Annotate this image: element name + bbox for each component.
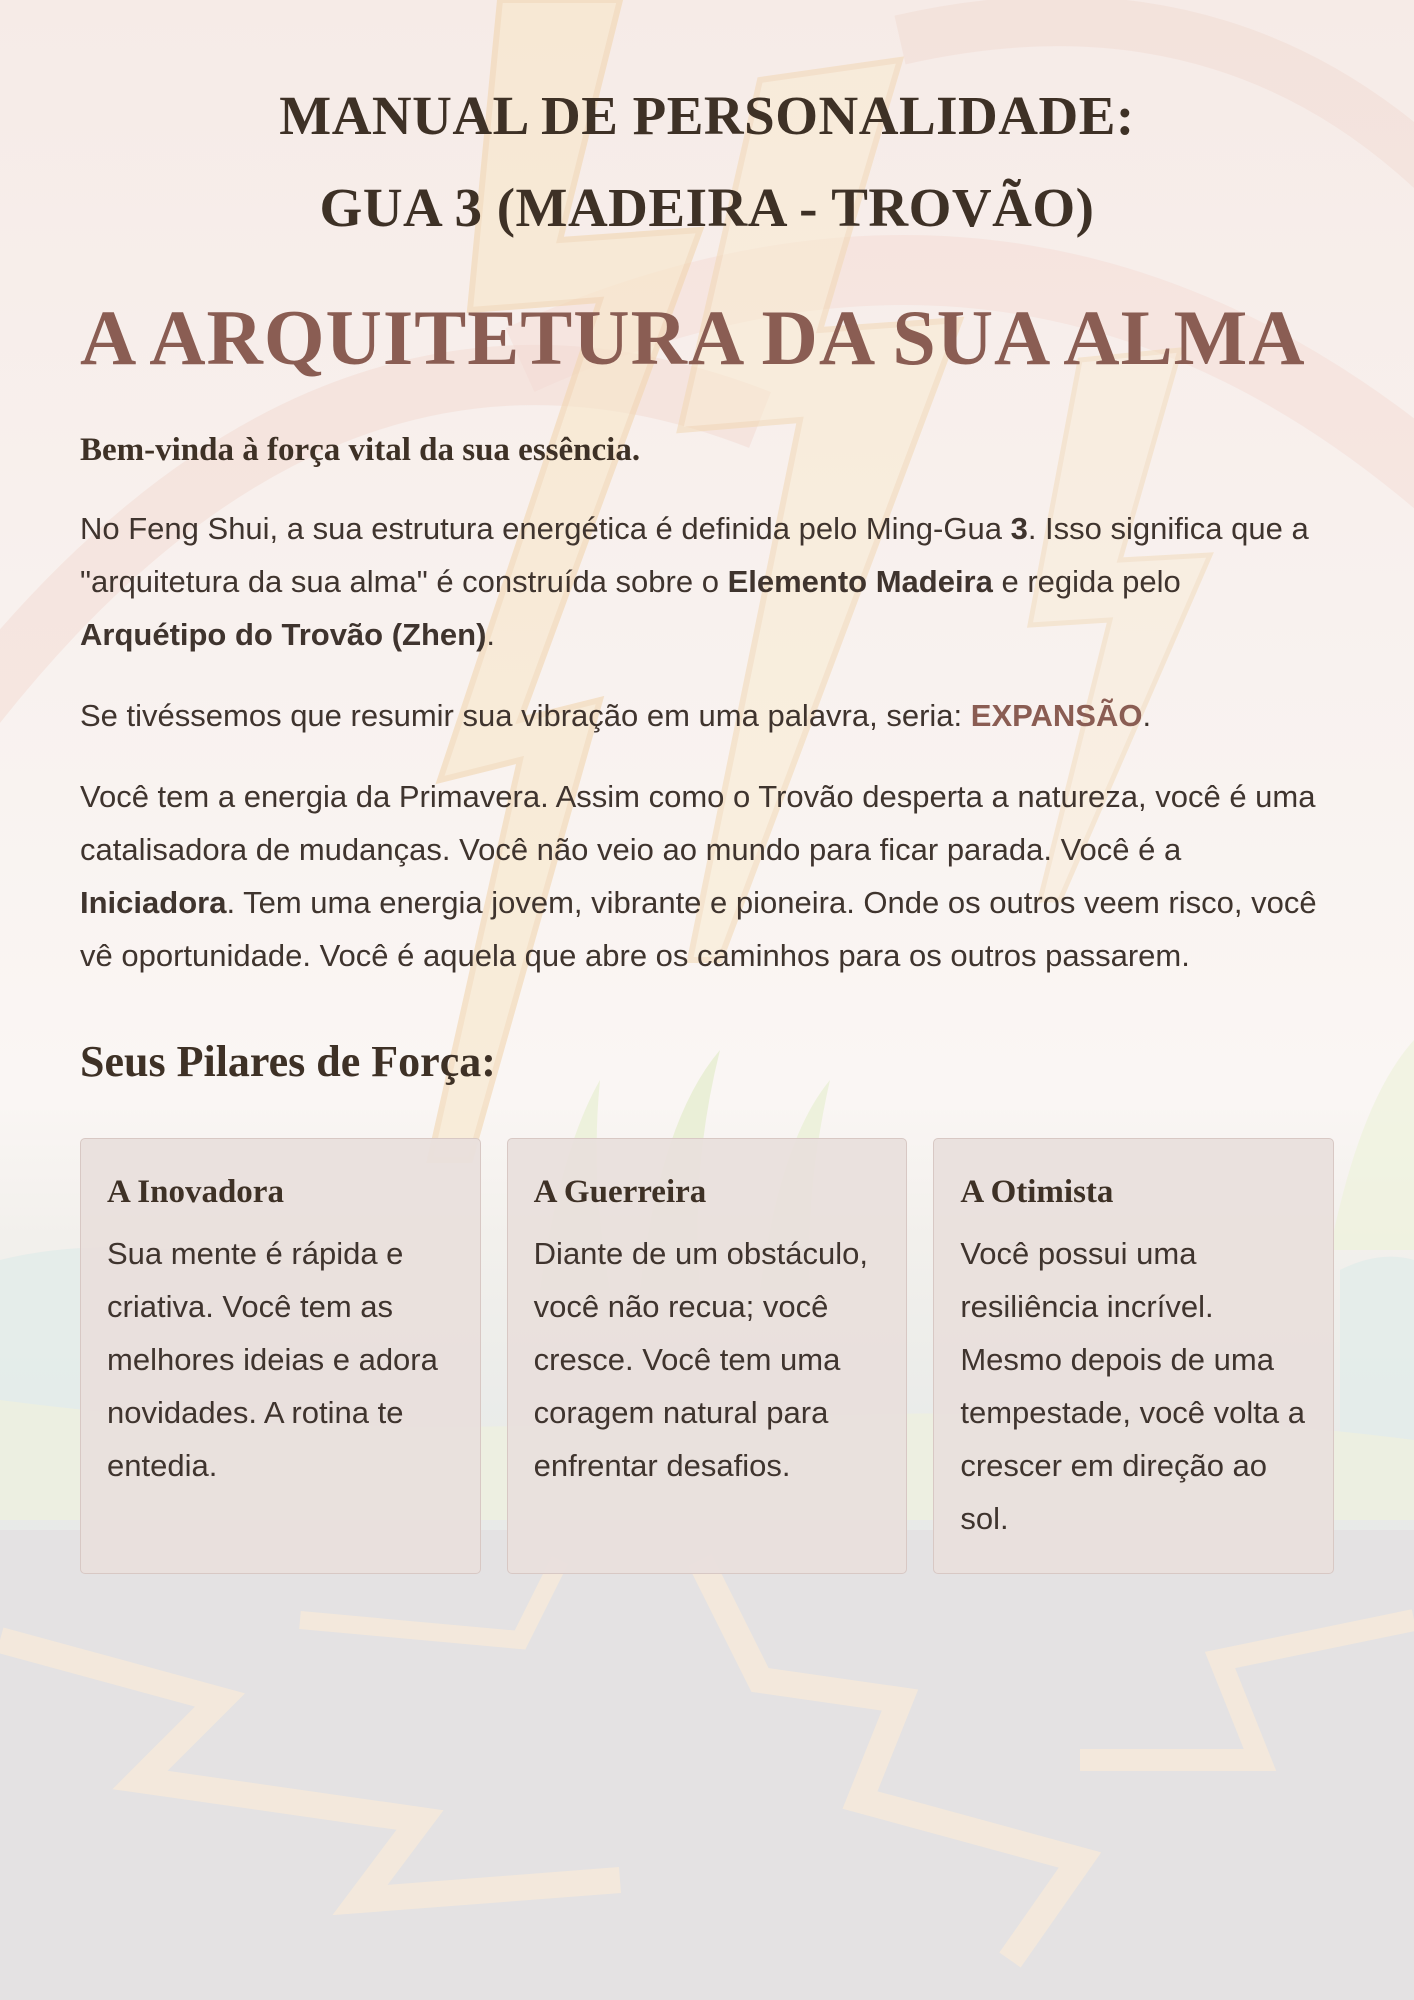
pillar-card-guerreira [507,1138,908,1574]
paragraph-text: Você tem a energia da Primavera. Assim como o Trovão desperta a natureza, você é uma catalisadora de mudanças. Você não veio ao mundo para ficar parada. Você é a [80,779,1316,867]
bold-text: Arquétipo do Trovão (Zhen) [80,617,487,652]
paragraph-text: . Isso significa que a "arquitetura da sua alma" é construída sobre o [80,511,1309,599]
pillar-card-otimista [933,1138,1334,1574]
pillar-card-text: Diante de um obstáculo, você não recua; você cresce. Você tem uma coragem natural para enfrentar desafios. [533,1236,868,1483]
paragraph-text: . Tem uma energia jovem, vibrante e pioneira. Onde os outros veem risco, você vê oportunidade. Você é aquela que abre os caminhos para os outros passarem. [80,885,1317,973]
bold-text: Elemento Madeira [727,564,993,599]
paragraph-text: . [486,617,496,652]
main-title-line2: GUA 3 (MADEIRA - TROVÃO) [319,177,1095,238]
pillar-card-inovadora [80,1138,481,1574]
paragraph-text: e regida pelo [992,564,1181,599]
paragraph-feng-shui [80,502,1334,661]
paragraph-vibration [80,689,1334,742]
paragraph-spring-energy [80,770,1334,982]
pillar-card-text: Sua mente é rápida e criativa. Você tem as melhores ideias e adora novidades. A rotina te entedia. [107,1236,438,1483]
bold-text: Iniciadora [80,885,227,920]
paragraph-text: . [1142,698,1152,733]
bold-text: 3 [1010,511,1028,546]
highlight-word: EXPANSÃO [970,698,1143,733]
paragraph-text: Se tivéssemos que resumir sua vibração em uma palavra, seria: [80,698,971,733]
intro-text: Bem-vinda à força vital da sua essência. [80,432,641,468]
pillars-cards [80,1138,1334,1574]
document-content [80,70,1334,1574]
main-title-line1: MANUAL DE PERSONALIDADE: [279,85,1135,146]
section-heading: A ARQUITETURA DA SUA ALMA [80,294,1306,381]
pillar-card-text: Você possui uma resiliência incrível. Mesmo depois de uma tempestade, você volta a crescer em direção ao sol. [960,1236,1305,1536]
main-title [80,70,1334,254]
pillar-card-title: A Guerreira [533,1174,707,1210]
pillar-card-title: A Otimista [960,1174,1114,1210]
pillar-card-title: A Inovadora [107,1174,284,1210]
pillars-title: Seus Pilares de Força: [80,1037,496,1086]
paragraph-text: No Feng Shui, a sua estrutura energética é definida pelo Ming-Gua [80,511,1011,546]
